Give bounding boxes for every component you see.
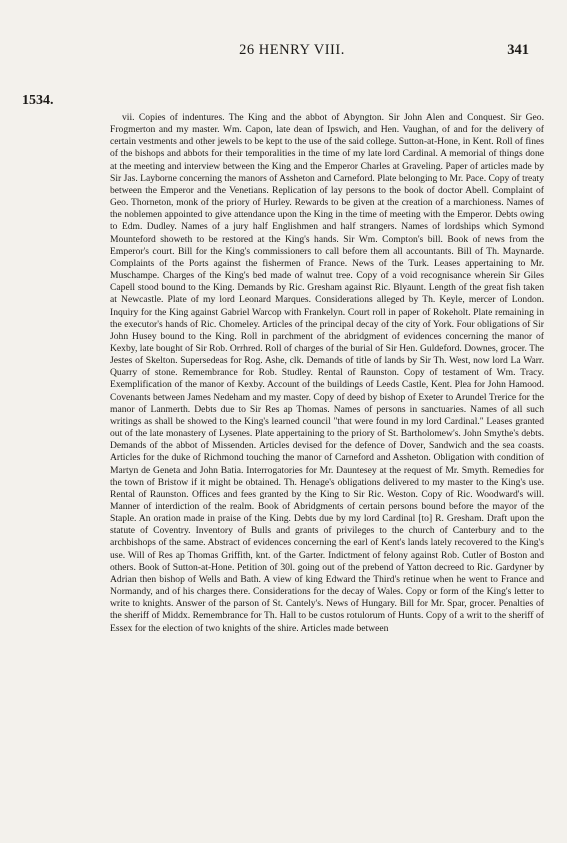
body-text: [110, 112, 544, 635]
body-paragraph: vii. Copies of indentures. The King and the abbot of Abyngton. Sir John Alen and Conquest. Sir Geo. Frogmerton and my master. Wm. Capon, late dean of Ipswich, and Hen. Vaughan, of and for the delivery of certain vestments and other jewels to be kept to the use of the said college. Sutton-at-Hone, in Kent. Roll of fines of the bishops and abbots for their temporalities in the time of my late lord Cardinal. A memorial of things done at the meeting and interview between the King and the Emperor Charles at Graveling. Paper of articles made by Sir Jas. Layborne concerning the manors of Assheton and Carneford. Plate belonging to Mr. Pace. Copy of treaty between the Emperor and the Venetians. Replication of lay persons to the book of doctor Abell. Complaint of Geo. Thorneton, monk of the priory of Hurley. Rewards to be given at the creation of a marchioness. Names of the noblemen appointed to give attendance upon the King in the time of meeting with the Emperor. Debts owing to Edm. Dudley. Names of a jury half Englishmen and half strangers. Names of lordships which Symond Mounteford showeth to be restored at the King's hands. Sir Wm. Compton's bill. Book of news from the Emperor's court. Bill for the King's commissioners to call before them all accountants. Bill of Th. Maynarde. Complaints of the Ports against the fishermen of France. News of the Turk. Leases appertaining to Mr. Muschampe. Charges of the King's bed made of walnut tree. Copy of a void recognisance wherein Sir Giles Capell stood bound to the King. Demands by Ric. Gresham against Ric. Blyaunt. Length of the great fish taken at Newcastle. Plate of my lord Leonard Marques. Considerations alleged by Th. Keyle, mercer of London. Inquiry for the King against Gabriel Warcop with Frankelyn. Court roll in paper of Rokeholt. Plate remaining in the executor's hands of Ric. Chomeley. Articles of the principal decay of the city of York. Four obligations of Sir John Husey bound to the King. Roll in parchment of the abridgment of evidences concerning the manor of Kexby, late bought of Sir Rob. Orrhred. Roll of charges of the burial of Sir Hen. Guldeford. Downes, grocer. The Jestes of Skelton. Supersedeas for Rog. Ashe, clk. Demands of title of lands by Sir Th. West, now lord La Warr. Quarry of stone. Remembrance for Rob. Studley. Rental of Raunston. Copy of testament of Wm. Tracy. Exemplification of the manor of Kexby. Account of the buildings of Leeds Castle, Kent. Plea for John Hamood. Covenants between James Nedeham and my master. Copy of deed by bishop of Exeter to Arundel Trerice for the manor of Lanmerth. Debts due to Sir Res ap Thomas. Names of persons in sanctuaries. Names of all such writings as shall be showed to the King's learned council "that were found in my lord Cardinal." Leases granted out of the late monastery of Lysenes. Plate appertaining to the priory of St. Bartholomew's. John Smythe's debts. Demands of the abbot of Missenden. Articles devised for the defence of Dover, Sandwich and the sea coasts. Articles for the duke of Richmond touching the manor of Carneford and Assheton. Obligation with condition of Martyn de Geneta and John Batia. Interrogatories for Mr. Dauntesey at the request of Mr. Smyth. Remedies for the town of Bristow if it might be obtained. Th. Henage's obligations delivered to my master to the King's use. Rental of Raunston. Offices and fees granted by the King to Sir Ric. Weston. Copy of Ric. Woodward's will. Manner of interdiction of the realm. Book of Abridgments of certain persons bound before the mayor of the Staple. An oration made in praise of the King. Debts due by my lord Cardinal [to] R. Gresham. Draft upon the statute of Coventry. Inventory of Bulls and grants of privileges to the church of Canterbury and to the archbishops of the same. Abstract of evidences concerning the earl of Kent's lands lately recovered to the King's use. Will of Res ap Thomas Griffith, knt. of the Garter. Indictment of felony against Rob. Cutler of Boston and others. Book of Sutton-at-Hone. Petition of 30l. going out of the prebend of Yatton decreed to Ric. Gardyner by Adrian then bishop of Wells and Bath. A view of king Edward the Third's retinue when he went to France and Normandy, and of his charges there. Considerations for the decay of Wales. Copy or form of the King's letter to write to knights. Answer of the parson of St. Cantely's. News of Hungary. Bill for Mr. Spar, grocer. Penalties of the sheriff of Middx. Remembrance for Th. Hall to be custos rotulorum of Hunts. Copy of a writ to the sheriff of Essex for the election of two knights of the shire. Articles made between: [110, 112, 545, 634]
page-number: 341: [507, 42, 529, 58]
running-title: 26 HENRY VIII.: [239, 42, 345, 58]
running-header: [0, 42, 567, 62]
margin-year: 1534.: [22, 93, 54, 108]
